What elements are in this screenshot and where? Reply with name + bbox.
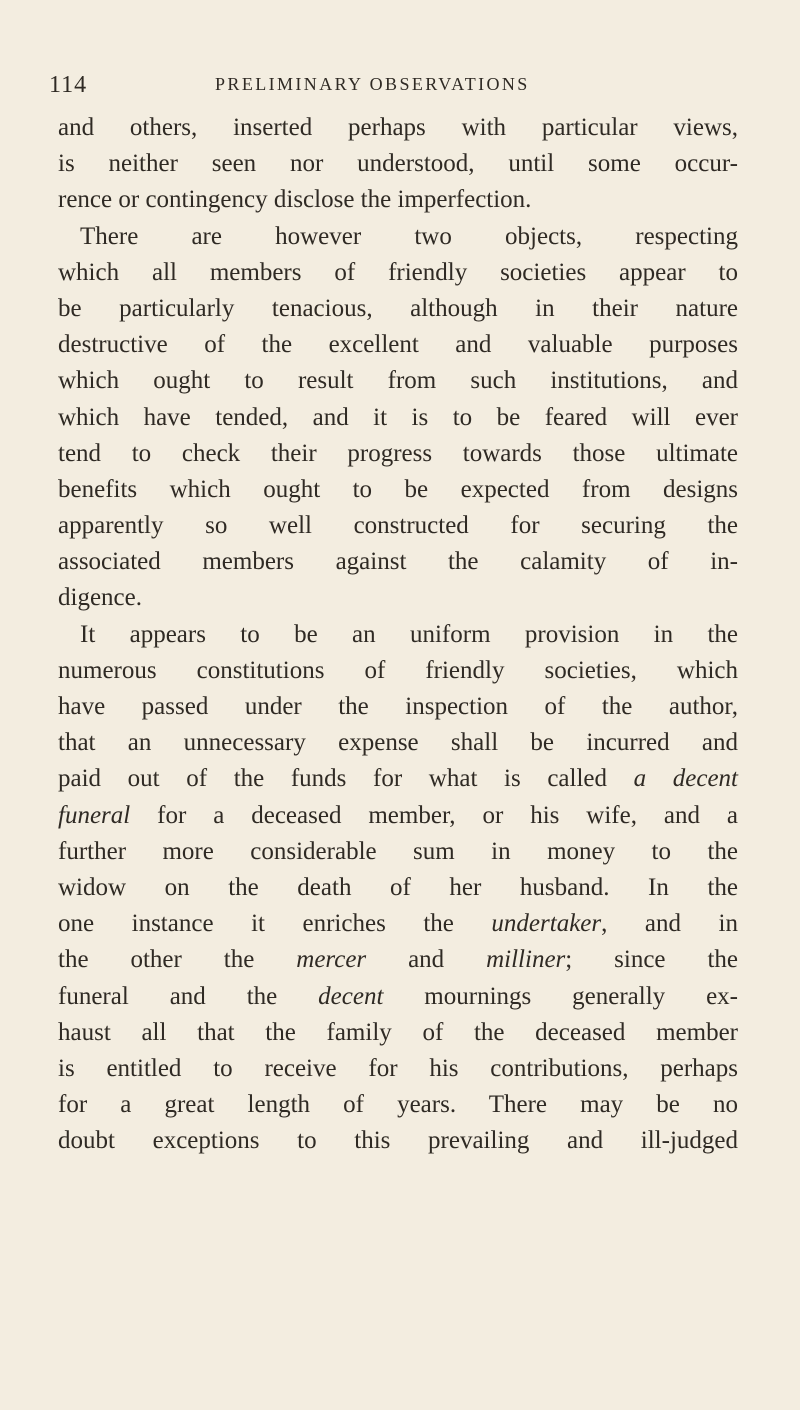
text-line — [58, 544, 738, 580]
text-line — [58, 363, 738, 399]
text-run: be particularly tenacious, although in their nature — [58, 294, 738, 322]
text-run: benefits which ought to be expected from designs — [58, 475, 738, 503]
text-line — [58, 1087, 738, 1123]
text-line — [58, 617, 738, 653]
text-run: destructive of the excellent and valuable purposes — [58, 331, 738, 359]
text-run: is entitled to receive for his contributions, perhaps — [58, 1054, 738, 1082]
page-number: 114 — [49, 72, 88, 98]
running-title: PRELIMINARY OBSERVATIONS — [215, 74, 530, 94]
text-run: is neither seen nor understood, until some occur- — [58, 150, 738, 178]
italic-text: undertaker — [491, 910, 602, 938]
text-run: mournings generally ex- — [383, 982, 738, 1010]
text-line — [58, 219, 738, 255]
text-run: that an unnecessary expense shall be incurred and — [58, 729, 738, 757]
text-line — [58, 110, 738, 146]
text-run: paid out of the funds for what is called — [58, 765, 634, 793]
text-run: have passed under the inspection of the author, — [58, 693, 738, 720]
text-line — [58, 906, 738, 942]
text-run: ; since the — [565, 946, 739, 974]
text-line — [58, 327, 738, 363]
text-run: numerous constitutions of friendly societies, which — [58, 656, 738, 684]
text-line — [58, 436, 738, 472]
text-run: digence. — [58, 584, 142, 612]
italic-text: milliner — [486, 946, 566, 974]
text-run: and others, inserted perhaps with particular views, — [58, 114, 738, 141]
text-run: the other the — [58, 946, 297, 974]
text-line — [58, 942, 738, 978]
text-line — [58, 400, 738, 436]
text-line — [58, 580, 738, 616]
text-line — [58, 472, 738, 508]
text-line — [58, 1051, 738, 1087]
text-run: widow on the death of her husband. In the — [58, 873, 738, 901]
text-line — [58, 689, 738, 725]
text-run: doubt exceptions to this prevailing and ill-judged — [58, 1127, 738, 1155]
text-run: associated members against the calamity of in- — [58, 548, 738, 576]
text-run: for a great length of years. There may be no — [58, 1091, 738, 1119]
body-text — [58, 110, 738, 1159]
text-line — [58, 870, 738, 906]
text-run: , and in — [601, 910, 738, 938]
text-line — [58, 1123, 738, 1159]
text-line — [58, 146, 738, 182]
italic-text: decent — [318, 982, 384, 1010]
running-head — [49, 72, 649, 102]
text-run: which have tended, and it is to be feared will ever — [58, 403, 738, 431]
text-run: There are however two objects, respecting — [80, 222, 738, 250]
text-line — [58, 1015, 738, 1051]
text-run: which ought to result from such institutions, and — [58, 367, 738, 395]
italic-text: a decent — [633, 765, 738, 793]
text-run: which all members of friendly societies appear to — [58, 258, 738, 286]
text-line — [58, 255, 738, 291]
text-line — [58, 291, 738, 327]
text-line — [58, 761, 738, 797]
text-run: haust all that the family of the deceased member — [58, 1018, 738, 1046]
text-line — [58, 834, 738, 870]
text-run: It appears to be an uniform provision in the — [80, 620, 738, 648]
italic-text: funeral — [58, 801, 131, 829]
text-line — [58, 653, 738, 689]
text-run: further more considerable sum in money to the — [58, 837, 738, 865]
text-run: and — [366, 946, 487, 974]
text-line — [58, 725, 738, 761]
text-run: funeral and the — [58, 982, 319, 1010]
text-run: for a deceased member, or his wife, and a — [130, 801, 738, 829]
text-run: apparently so well constructed for securing the — [58, 512, 738, 540]
italic-text: mercer — [296, 946, 367, 974]
text-run: tend to check their progress towards those ultimate — [58, 439, 738, 467]
text-line — [58, 798, 738, 834]
text-line — [58, 508, 738, 544]
text-run: one instance it enriches the — [58, 910, 492, 938]
text-line — [58, 979, 738, 1015]
text-run: rence or contingency disclose the imperfection. — [58, 186, 532, 214]
text-line — [58, 182, 738, 218]
